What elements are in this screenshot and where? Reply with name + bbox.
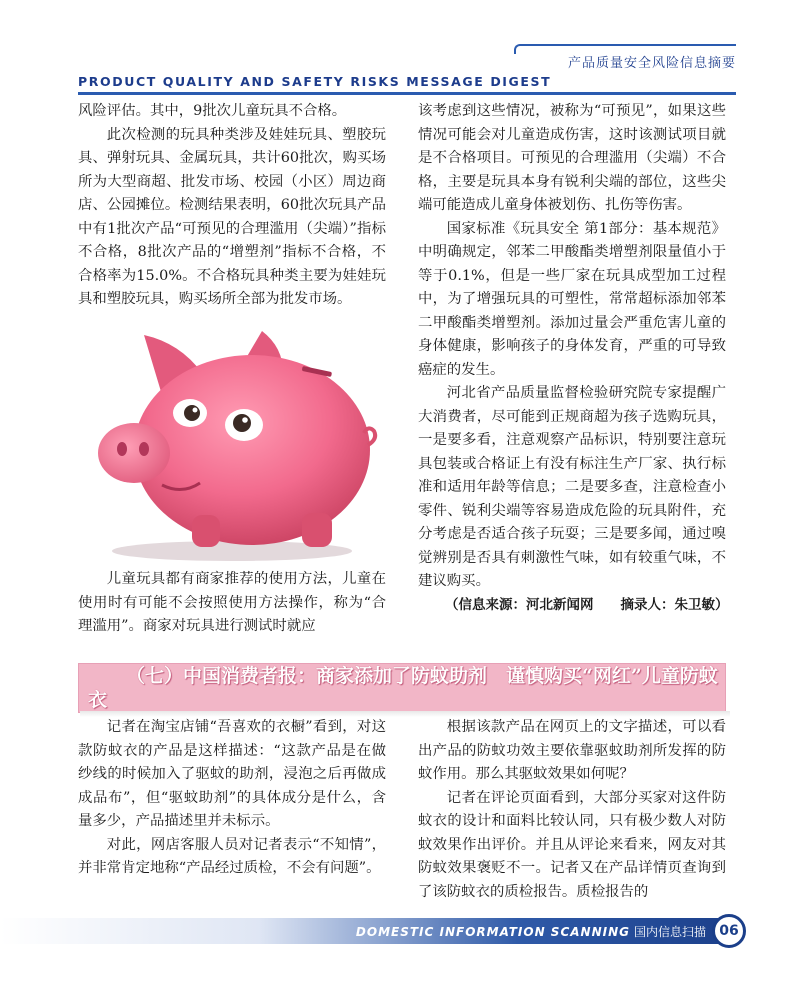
article1-column1-top xyxy=(78,100,386,312)
footer-label xyxy=(356,923,706,940)
paragraph: 对此，网店客服人员对记者表示“不知情”，并非常肯定地称“产品经过质检，不会有问题”。 xyxy=(78,836,386,876)
article2-column1 xyxy=(78,716,386,881)
header-title-cn: 产品质量安全风险信息摘要 xyxy=(567,56,736,71)
paragraph: 根据该款产品在网页上的文字描述，可以看出产品的防蚊功效主要依靠驱蚊助剂所发挥的防蚊作用。那么其驱蚊效果如何呢？ xyxy=(418,719,726,782)
section-title: （七）中国消费者报：商家添加了防蚊助剂 谨慎购买“网红”儿童防蚊衣 xyxy=(88,665,718,711)
article1-column1-bottom xyxy=(78,568,386,639)
paragraph: 记者在评论页面看到，大部分买家对这件防蚊衣的设计和面料比较认同，只有极少数人对防蚊效果作出评价。并且从评论来看来，网友对其防蚊效果褒贬不一。记者又在产品详情页查询到了该防蚊衣的质检报告。质检报告的 xyxy=(418,789,726,900)
paragraph: 该考虑到这些情况，被称为“可预见”，如果这些情况可能会对儿童造成伤害，这时该测试项目就是不合格项目。可预见的合理滥用（尖端）不合格，主要是玩具本身有锐利尖端的部位，这些尖端可能造成儿童身体被划伤、扎伤等伤害。 xyxy=(418,103,726,213)
paragraph: 风险评估。其中，9批次儿童玩具不合格。 xyxy=(78,103,347,119)
pig-leg xyxy=(192,515,220,547)
source-credit: （信息来源：河北新闻网 摘录人：朱卫敏） xyxy=(445,596,729,613)
pig-leg xyxy=(302,513,332,547)
paragraph: 儿童玩具都有商家推荐的使用方法，儿童在使用时有可能不会按照使用方法操作，称为“合理滥用”。商家对玩具进行测试时就应 xyxy=(78,571,386,634)
article1-column2 xyxy=(418,100,729,617)
piggy-bank-image xyxy=(92,325,382,565)
article2-column2 xyxy=(418,716,726,904)
paragraph: 记者在淘宝店铺“吾喜欢的衣橱”看到，对这款防蚊衣的产品是这样描述：“这款产品是在做纱线的时候加入了驱蚊的助剂，浸泡之后再做成成品布”，但“驱蚊助剂”的具体成分是什么，含量多少，产品描述里并未标示。 xyxy=(78,719,386,829)
paragraph: 国家标准《玩具安全 第1部分：基本规范》中明确规定，邻苯二甲酸酯类增塑剂限量值小于等于0.1%，但是一些厂家在玩具成型加工过程中，为了增强玩具的可塑性，常常超标添加邻苯二甲酸酯类增塑剂。添加过量会严重危害儿童的身体健康，影响孩子的身体发育，严重的可导致癌症的发生。 xyxy=(418,220,726,378)
footer-label-cn: 国内信息扫描 xyxy=(633,925,706,939)
header-title-en: PRODUCT QUALITY AND SAFETY RISKS MESSAGE DIGEST xyxy=(78,74,552,89)
footer-label-en: DOMESTIC INFORMATION SCANNING xyxy=(355,925,630,939)
pig-snout xyxy=(98,423,170,483)
page-number: 06 xyxy=(712,914,746,948)
paragraph: 河北省产品质量监督检验研究院专家提醒广大消费者，尽可能到正规商超为孩子选购玩具，一是要多看，注意观察产品标识，特别要注意玩具包装或合格证上有没有标注生产厂家、执行标准和适用年龄等信息；二是要多查，注意检查小零件、锐利尖端等容易造成危险的玩具附件，充分考虑是否适合孩子玩耍；三是要多闻，通过嗅觉辨别是否具有刺激性气味，如有较重气味，不建议购买。 xyxy=(418,385,726,589)
paragraph: 此次检测的玩具种类涉及娃娃玩具、塑胶玩具、弹射玩具、金属玩具，共计60批次，购买场所为大型商超、批发市场、校园（小区）周边商店、公园摊位。检测结果表明，60批次玩具产品中有1批次产品“可预见的合理滥用（尖端）”指标不合格，8批次产品的“增塑剂”指标不合格，不合格率为15.0%。不合格玩具种类主要为娃娃玩具和塑胶玩具，购买场所全部为批发市场。 xyxy=(78,126,386,307)
header-rule xyxy=(78,92,736,95)
